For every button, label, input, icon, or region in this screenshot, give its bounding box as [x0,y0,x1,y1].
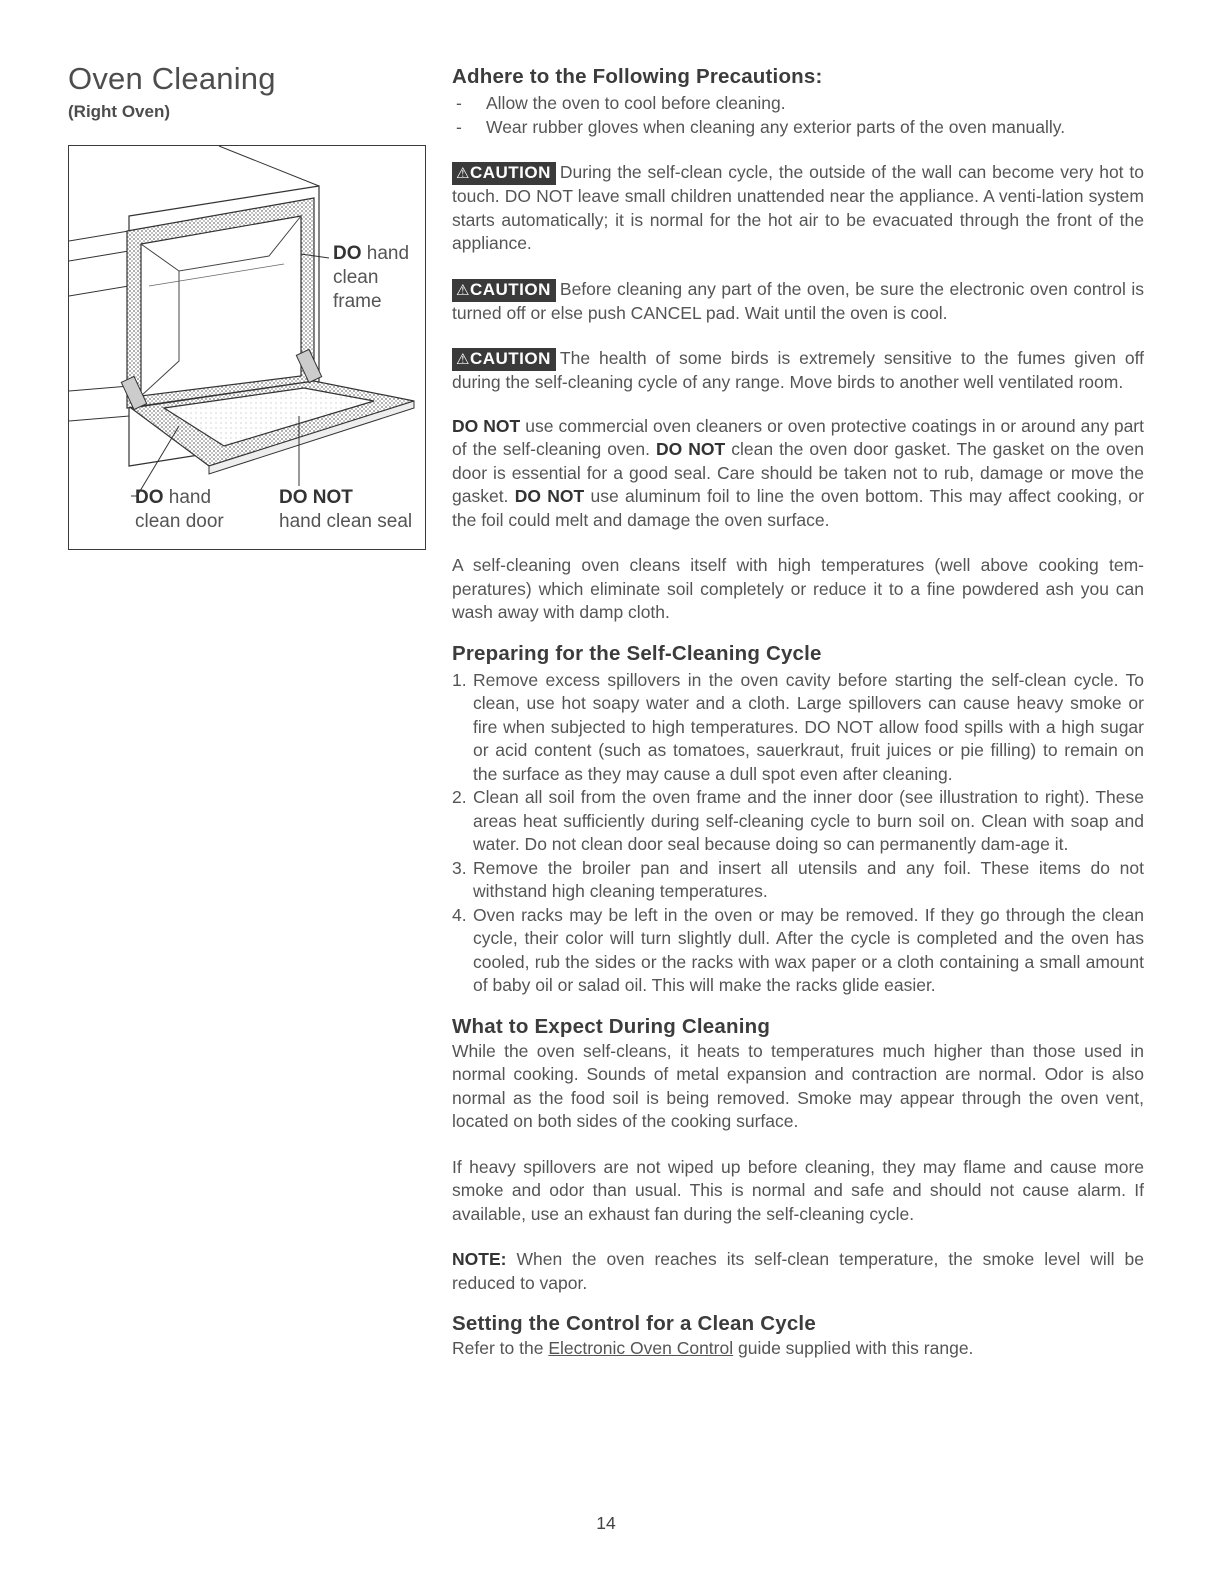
page-subtitle: (Right Oven) [68,102,170,121]
warning-icon: ⚠ [456,165,470,182]
note-paragraph: NOTE: When the oven reaches its self-clean temperature, the smoke level will be reduced to vapor. [452,1249,1144,1293]
preparing-heading: Preparing for the Self-Cleaning Cycle [452,641,822,665]
label-frame: DO hand clean frame [333,243,410,312]
setting-heading: Setting the Control for a Clean Cycle [452,1312,816,1335]
page-number: 14 [596,1513,616,1533]
left-column [68,60,430,532]
step-item: 2. Clean all soil from the oven frame and the inner door (see illustration to right). These areas heat sufficiently during self-cleaning cycle to burn soil on. Clean with soap and water. Do not clean door seal because doing so can permanently dam-age it. [452,787,1144,854]
self-clean-paragraph: A self-cleaning oven cleans itself with high temperatures (well above cooking tem-peratures) which eliminate soil completely or reduce it to a fine powdered ash you can wash away with damp cloth. [452,555,1144,622]
expect-heading: What to Expect During Cleaning [452,1014,771,1038]
step-item: 4. Oven racks may be left in the oven or may be removed. If they go through the clean cycle, their color will turn slightly dull. After the cycle is completed and the oven has cooled, rub the sides or the racks with wax paper or a cloth containing a small amount of baby oil or salad oil. This will make the racks glide easier. [452,904,1144,995]
setting-paragraph: Refer to the Electronic Oven Control guide supplied with this range. [452,1338,974,1358]
caution-paragraph-1: ⚠CAUTION During the self-clean cycle, the outside of the wall can become very hot to touch. DO NOT leave small children unattended near the appliance. A venti-lation system starts automatically; it is normal for the hot air to be evacuated through the front of the appliance. [452,162,1144,253]
preparing-steps [452,669,1144,998]
warning-icon: ⚠ [456,351,470,368]
expect-paragraph-1: While the oven self-cleans, it heats to temperatures much higher than those used in normal cooking. Sounds of metal expansion and contraction are normal. Odor is also normal as the food soil is being removed. Smoke may appear through the oven vent, located on both sides of the cooking surface. [452,1040,1144,1131]
caution-badge: ⚠CAUTION [452,162,556,185]
step-item: 1. Remove excess spillovers in the oven cavity before starting the self-clean cycle. To clean, use hot soapy water and a cloth. Large spillovers can cause heavy smoke or fire when subjected to high temperatures. DO NOT allow food spills with a high sugar or acid content (such as tomatoes, sauerkraut, fruit juices or pie filling) to remain on the surface as they may cause a dull spot even after cleaning. [452,669,1144,784]
list-item: - Allow the oven to cool before cleaning. [452,92,1144,116]
caution-paragraph-3: ⚠CAUTION The health of some birds is extremely sensitive to the fumes given off during the self-cleaning cycle of any range. Move birds to another well ventilated room. [452,348,1144,392]
caution-badge: ⚠CAUTION [452,279,556,302]
warning-icon: ⚠ [456,281,470,299]
label-door: DO hand clean door [135,487,224,532]
caution-paragraph-2: ⚠CAUTION Before cleaning any part of the oven, be sure the electronic oven control is turned off or else push CANCEL pad. Wait until the oven is cool. [452,278,1144,323]
label-seal: DO NOT hand clean seal [279,487,413,532]
caution-badge: ⚠CAUTION [452,348,556,371]
oven-illustration [68,145,426,550]
precautions-list [452,92,1144,139]
list-item: - Wear rubber gloves when cleaning any exterior parts of the oven manually. [452,116,1144,140]
precautions-heading: Adhere to the Following Precautions: [452,65,823,88]
expect-paragraph-2: If heavy spillovers are not wiped up before cleaning, they may flame and cause more smoke and odor than usual. This is normal and safe and should not cause alarm. If available, use an exhaust fan during the self-cleaning cycle. [452,1156,1144,1224]
electronic-oven-control-link[interactable]: Electronic Oven Control [548,1338,734,1358]
right-column [452,64,1144,1361]
step-item: 3. Remove the broiler pan and insert all utensils and any foil. These items do not withstand high cleaning temperatures. [452,857,1144,901]
do-not-paragraph: DO NOT use commercial oven cleaners or oven protective coatings in or around any part of the self-cleaning oven. DO NOT clean the oven door gasket. The gasket on the oven door is essential for a good seal. Care should be taken not to rub, damage or move the gasket. DO NOT use aluminum foil to line the oven bottom. This may affect cooking, or the foil could melt and damage the oven surface. [452,415,1144,530]
page-title: Oven Cleaning [68,61,276,96]
